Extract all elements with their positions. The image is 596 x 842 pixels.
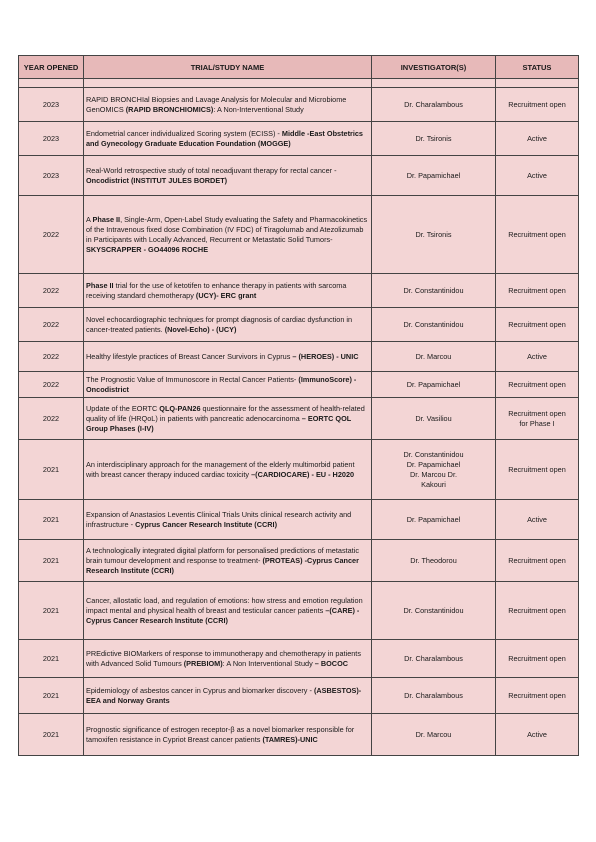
year-cell: 2021: [19, 540, 84, 582]
trial-name-bold: Cyprus Cancer Research Institute (CCRI): [135, 519, 277, 529]
trial-name-cell: [84, 678, 372, 714]
trial-name-text: An interdisciplinary approach for the management of the elderly multimorbid patient with breast cancer therapy induced cardiac toxicity: [86, 459, 355, 479]
spacer-row: [19, 79, 579, 88]
trial-name-bold: (RAPID BRONCHIOMICS): [125, 104, 214, 114]
trial-name-bold: – EORTC QOL Group Phases (I-IV): [86, 413, 352, 433]
trial-name-cell: [84, 440, 372, 500]
table-row: [19, 308, 579, 342]
trial-name-text: : A Non Interventional Study: [222, 658, 315, 668]
year-cell: 2021: [19, 440, 84, 500]
year-cell: 2023: [19, 122, 84, 156]
status-text: Recruitment open: [508, 319, 566, 329]
table-row: [19, 156, 579, 196]
trial-name-bold: – (HEROES) - UNIC: [292, 351, 359, 361]
trial-name-bold: –(CARDIOCARE) - EU - H2020: [251, 469, 355, 479]
trial-name-text: Cancer, allostatic load, and regulation of emotions: how stress and emotion regulation impact mental and physical health of breast and testicular cancer patients: [86, 595, 363, 615]
header-investigators: INVESTIGATOR(S): [372, 56, 496, 79]
status-cell: [496, 156, 579, 196]
trial-name-cell: [84, 342, 372, 372]
trial-name-cell: [84, 500, 372, 540]
trial-name-bold: (PREBIOM): [183, 658, 223, 668]
trial-name-bold: Phase II: [86, 280, 114, 290]
investigator-name: Dr. Constantinidou: [403, 605, 464, 615]
investigator-name: Dr. Marcou Dr.: [409, 469, 458, 479]
status-cell: [496, 372, 579, 398]
trial-name-cell: [84, 88, 372, 122]
trial-name-text: Endometrial cancer individualized Scoring system (ECISS) -: [86, 128, 282, 138]
status-cell: [496, 88, 579, 122]
trial-name-text: RAPID BRONCHIal Biopsies and Lavage Analysis for Molecular and Microbiome GenOMICS: [86, 94, 347, 114]
year-cell: 2022: [19, 196, 84, 274]
status-text: Recruitment open: [508, 464, 566, 474]
trial-name-text: Update of the EORTC: [86, 403, 160, 413]
investigator-cell: [372, 582, 496, 640]
investigator-cell: [372, 122, 496, 156]
year-cell: 2022: [19, 372, 84, 398]
status-text: Recruitment open: [508, 690, 566, 700]
investigator-name: Dr. Papamichael: [406, 379, 461, 389]
investigator-name: Dr. Vasiliou: [415, 413, 452, 423]
status-cell: [496, 500, 579, 540]
trial-name-bold: (TAMRES)-UNIC: [262, 734, 318, 744]
trial-name-bold: QLQ-PAN26: [159, 403, 201, 413]
trial-name-bold: SKYSCRAPPER - GO44096 ROCHE: [86, 244, 209, 254]
trial-name-bold: Middle -East Obstetrics and Gynecology Graduate Education Foundation (MOGGE): [86, 128, 363, 148]
trial-name-text: The Prognostic Value of Immunoscore in Rectal Cancer Patients-: [86, 374, 299, 384]
trial-name-text: Real-World retrospective study of total neoadjuvant therapy for rectal cancer -: [86, 165, 337, 175]
investigator-cell: [372, 714, 496, 756]
year-cell: 2021: [19, 714, 84, 756]
status-cell: [496, 196, 579, 274]
year-cell: 2021: [19, 500, 84, 540]
investigator-name: Dr. Papamichael: [406, 514, 461, 524]
investigator-cell: [372, 156, 496, 196]
trial-name-bold: (PROTEAS) -Cyprus Cancer Research Institute (CCRI): [86, 555, 359, 575]
trial-name-bold: (UCY)- ERC grant: [195, 290, 257, 300]
investigator-name: Dr. Constantinidou: [403, 449, 464, 459]
status-cell: [496, 398, 579, 440]
status-cell: [496, 678, 579, 714]
table-row: [19, 714, 579, 756]
table-row: [19, 500, 579, 540]
status-text: Recruitment open: [508, 605, 566, 615]
investigator-name: Dr. Charalambous: [404, 690, 463, 700]
year-cell: 2021: [19, 640, 84, 678]
trial-name-text: questionnaire for the assessment of health-related quality of life (HRQoL) in patients with pancreatic adenocarcinoma: [86, 403, 365, 423]
header-year-opened: YEAR OPENED: [19, 56, 84, 79]
status-text: Active: [527, 170, 547, 180]
table-row: [19, 540, 579, 582]
status-cell: [496, 640, 579, 678]
table-row: [19, 122, 579, 156]
year-cell: 2021: [19, 582, 84, 640]
investigator-cell: [372, 308, 496, 342]
trial-name-bold: (Novel-Echo) - (UCY): [164, 324, 237, 334]
trial-name-cell: [84, 540, 372, 582]
investigator-name: Dr. Tsironis: [415, 133, 452, 143]
status-text: Active: [527, 729, 547, 739]
status-cell: [496, 714, 579, 756]
status-text: Recruitment open: [508, 555, 566, 565]
investigator-cell: [372, 196, 496, 274]
investigator-name: Dr. Constantinidou: [403, 285, 464, 295]
table-row: [19, 88, 579, 122]
status-text: Recruitment open: [508, 229, 566, 239]
trial-name-cell: [84, 156, 372, 196]
trial-name-bold: (ImmunoScore) - Oncodistrict: [86, 374, 357, 394]
status-cell: [496, 440, 579, 500]
status-text: Recruitment open: [508, 285, 566, 295]
investigator-cell: [372, 640, 496, 678]
status-cell: [496, 274, 579, 308]
trial-name-cell: [84, 308, 372, 342]
table-row: [19, 372, 579, 398]
trial-name-bold: Oncodistrict (INSTITUT JULES BORDET): [86, 175, 228, 185]
status-text: Recruitment open: [508, 408, 566, 418]
trial-name-text: PREdictive BIOMarkers of response to immunotherapy and chemotherapy in patients with Advanced Solid Tumours: [86, 648, 361, 668]
trial-name-text: Epidemiology of asbestos cancer in Cyprus and biomarker discovery -: [86, 685, 314, 695]
header-trial-study-name: TRIAL/STUDY NAME: [84, 56, 372, 79]
trial-name-cell: [84, 398, 372, 440]
year-cell: 2022: [19, 274, 84, 308]
status-text: Recruitment open: [508, 379, 566, 389]
investigator-cell: [372, 500, 496, 540]
status-text: Active: [527, 514, 547, 524]
status-cell: [496, 540, 579, 582]
table-row: [19, 678, 579, 714]
investigator-name: Dr. Marcou: [415, 729, 452, 739]
investigator-cell: [372, 440, 496, 500]
year-cell: 2021: [19, 678, 84, 714]
status-cell: [496, 122, 579, 156]
trial-name-bold: – BOCOC: [314, 658, 349, 668]
status-cell: [496, 342, 579, 372]
header-status: STATUS: [496, 56, 579, 79]
investigator-name: Dr. Theodorou: [410, 555, 457, 565]
table-header: [19, 56, 579, 79]
trial-name-cell: [84, 582, 372, 640]
status-text: Active: [527, 351, 547, 361]
trial-name-cell: [84, 196, 372, 274]
year-cell: 2022: [19, 342, 84, 372]
trial-name-bold: –(CARE) - Cyprus Cancer Research Institute (CCRI): [86, 605, 360, 625]
table-row: [19, 582, 579, 640]
investigator-cell: [372, 398, 496, 440]
investigator-name: Dr. Papamichael: [406, 170, 461, 180]
investigator-name: Dr. Charalambous: [404, 99, 463, 109]
trial-name-text: , Single-Arm, Open-Label Study evaluating the Safety and Pharmacokinetics of the Intravenous fixed dose Combination (IV FDC) of Tiragolumab and Atezolizumab in Participants with Locally Advanced, Recurrent or Metastatic Solid Tumors-: [86, 214, 368, 244]
table-row: [19, 196, 579, 274]
investigator-cell: [372, 540, 496, 582]
trial-name-bold: (ASBESTOS)- EEA and Norway Grants: [86, 685, 362, 705]
investigator-cell: [372, 88, 496, 122]
trial-name-text: A technologically integrated digital platform for personalised predictions of metastatic brain tumour development and response to treatment-: [86, 545, 359, 565]
trial-name-text: Expansion of Anastasios Leventis Clinical Trials Units clinical research activity and infrastructure -: [86, 509, 352, 529]
trial-name-bold: Phase II: [92, 214, 121, 224]
table-row: [19, 440, 579, 500]
trial-name-text: Novel echocardiographic techniques for prompt diagnosis of cardiac dysfunction in cancer-treated patients.: [86, 314, 353, 334]
status-text: Recruitment open: [508, 653, 566, 663]
year-cell: 2022: [19, 308, 84, 342]
investigator-cell: [372, 274, 496, 308]
status-cell: [496, 308, 579, 342]
investigator-cell: [372, 342, 496, 372]
trial-name-cell: [84, 122, 372, 156]
year-cell: 2023: [19, 156, 84, 196]
status-text: Recruitment open: [508, 99, 566, 109]
status-text: for Phase I: [519, 418, 555, 428]
trial-name-cell: [84, 274, 372, 308]
table-body: [19, 79, 579, 756]
investigator-cell: [372, 372, 496, 398]
table-row: [19, 342, 579, 372]
trial-name-text: Prognostic significance of estrogen receptor-β as a novel biomarker responsible for tamoxifen resistance in Cypriot Breast cancer patients: [86, 724, 355, 744]
trial-name-cell: [84, 372, 372, 398]
table-row: [19, 274, 579, 308]
trial-name-text: Healthy lifestyle practices of Breast Cancer Survivors in Cyprus: [86, 351, 293, 361]
year-cell: 2022: [19, 398, 84, 440]
table-row: [19, 640, 579, 678]
trial-name-text: A: [86, 214, 93, 224]
trial-name-text: trial for the use of ketotifen to enhance therapy in patients with sarcoma receiving standard chemotherapy: [86, 280, 347, 300]
investigator-name: Dr. Marcou: [415, 351, 452, 361]
trial-name-cell: [84, 640, 372, 678]
trial-name-text: : A Non-Interventional Study: [213, 104, 304, 114]
investigator-name: Dr. Papamichael: [406, 459, 461, 469]
investigator-name: Dr. Constantinidou: [403, 319, 464, 329]
investigator-name: Kakouri: [421, 479, 446, 489]
status-text: Active: [527, 133, 547, 143]
status-cell: [496, 582, 579, 640]
clinical-trials-table: [18, 55, 579, 756]
trial-name-cell: [84, 714, 372, 756]
table-row: [19, 398, 579, 440]
year-cell: 2023: [19, 88, 84, 122]
investigator-cell: [372, 678, 496, 714]
investigator-name: Dr. Tsironis: [415, 229, 452, 239]
investigator-name: Dr. Charalambous: [404, 653, 463, 663]
